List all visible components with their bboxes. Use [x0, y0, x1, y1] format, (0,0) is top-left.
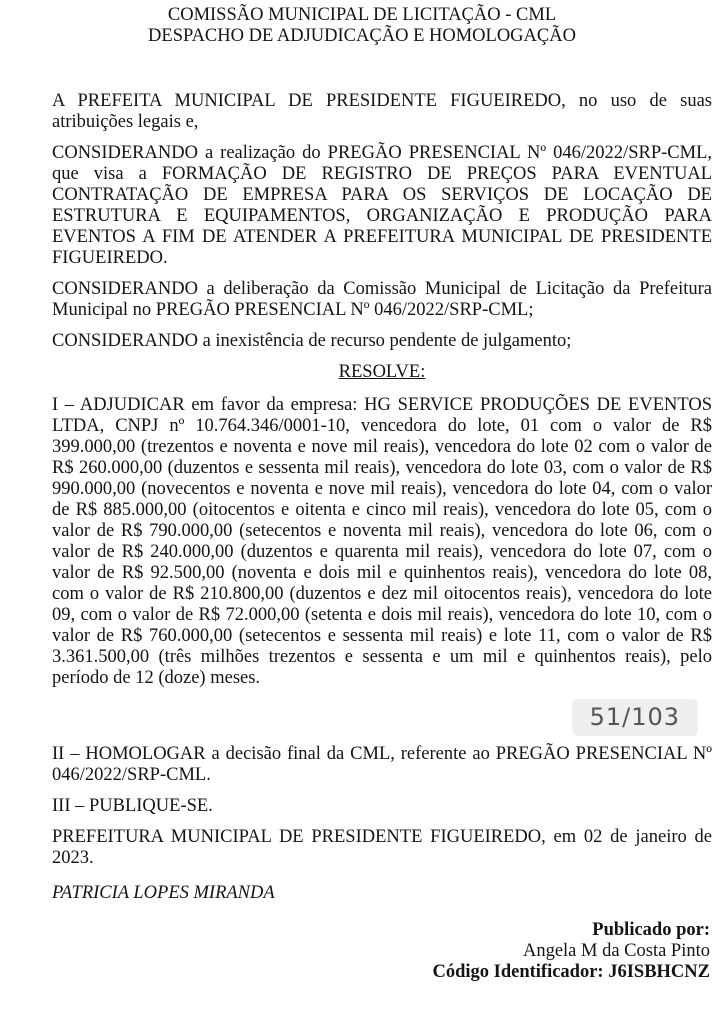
header-commission: COMISSÃO MUNICIPAL DE LICITAÇÃO - CML: [167, 5, 557, 25]
document-body: [52, 91, 712, 904]
published-by-label: Publicado por:: [592, 920, 710, 940]
header-title: DESPACHO DE ADJUDICAÇÃO E HOMOLOGAÇÃO: [148, 26, 576, 46]
intro-paragraph: A PREFEITA MUNICIPAL DE PRESIDENTE FIGUEIREDO, no uso de suas atribuições legais e,: [52, 91, 712, 132]
resolve-heading: RESOLVE:: [338, 362, 426, 382]
item-adjudicar: I – ADJUDICAR em favor da empresa: HG SERVICE PRODUÇÕES DE EVENTOS LTDA, CNPJ nº 10.764.346/0001-10, vencedora do lote, 01 com o valor de R$ 399.000,00 (trezentos e noventa e nove mil reais), vencedora do lote 02 com o valor de R$ 260.000,00 (duzentos e sessenta mil reais), vencedora do lote 03, com o valor de R$ 990.000,00 (novecentos e noventa e nove mil reais), vencedora do lote 04, com o valor de R$ 885.000,00 (oitocentos e oitenta e cinco mil reais), vencedora do lote 05, com o valor de R$ 790.000,00 (setecentos e noventa mil reais), vencedora do lote 06, com o valor de R$ 240.000,00 (duzentos e quarenta mil reais), vencedora do lote 07, com o valor de R$ 92.500,00 (noventa e dois mil e quinhentos reais), vencedora do lote 08, com o valor de R$ 210.800,00 (duzentos e dez mil oitocentos reais), vencedora do lote 09, com o valor de R$ 72.000,00 (setenta e dois mil reais), vencedora do lote 10, com o valor de R$ 760.000,00 (setecentos e sessenta mil reais) e lote 11, com o valor de R$ 3.361.500,00 (três milhões trezentos e sessenta e um mil e quinhentos reais), pelo período de 12 (doze) meses.: [52, 395, 712, 688]
identifier-code: Código Identificador: J6ISBHCNZ: [432, 962, 710, 982]
closing-paragraph: PREFEITURA MUNICIPAL DE PRESIDENTE FIGUEIREDO, em 02 de janeiro de 2023.: [52, 827, 712, 868]
signature-name: PATRICIA LOPES MIRANDA: [52, 883, 275, 903]
document-header: [0, 0, 724, 47]
page-indicator-row: [52, 699, 698, 736]
publisher-name: Angela M da Costa Pinto: [522, 941, 710, 961]
considerando-paragraph-1: CONSIDERANDO a realização do PREGÃO PRESENCIAL Nº 046/2022/SRP-CML, que visa a FORMAÇÃO DE REGISTRO DE PREÇOS PARA EVENTUAL CONTRATAÇÃO DE EMPRESA PARA OS SERVIÇOS DE LOCAÇÃO DE ESTRUTURA E EQUIPAMENTOS, ORGANIZAÇÃO E PRODUÇÃO PARA EVENTOS A FIM DE ATENDER A PREFEITURA MUNICIPAL DE PRESIDENTE FIGUEIREDO.: [52, 143, 712, 268]
page-indicator: 51/103: [572, 699, 698, 736]
item-homologar: II – HOMOLOGAR a decisão final da CML, referente ao PREGÃO PRESENCIAL Nº 046/2022/SRP-CML.: [52, 744, 712, 785]
considerando-paragraph-2: CONSIDERANDO a deliberação da Comissão Municipal de Licitação da Prefeitura Municipal no PREGÃO PRESENCIAL Nº 046/2022/SRP-CML;: [52, 279, 712, 320]
item-publique: III – PUBLIQUE-SE.: [52, 796, 213, 816]
publication-block: [0, 920, 710, 983]
considerando-paragraph-3: CONSIDERANDO a inexistência de recurso pendente de julgamento;: [52, 331, 572, 351]
